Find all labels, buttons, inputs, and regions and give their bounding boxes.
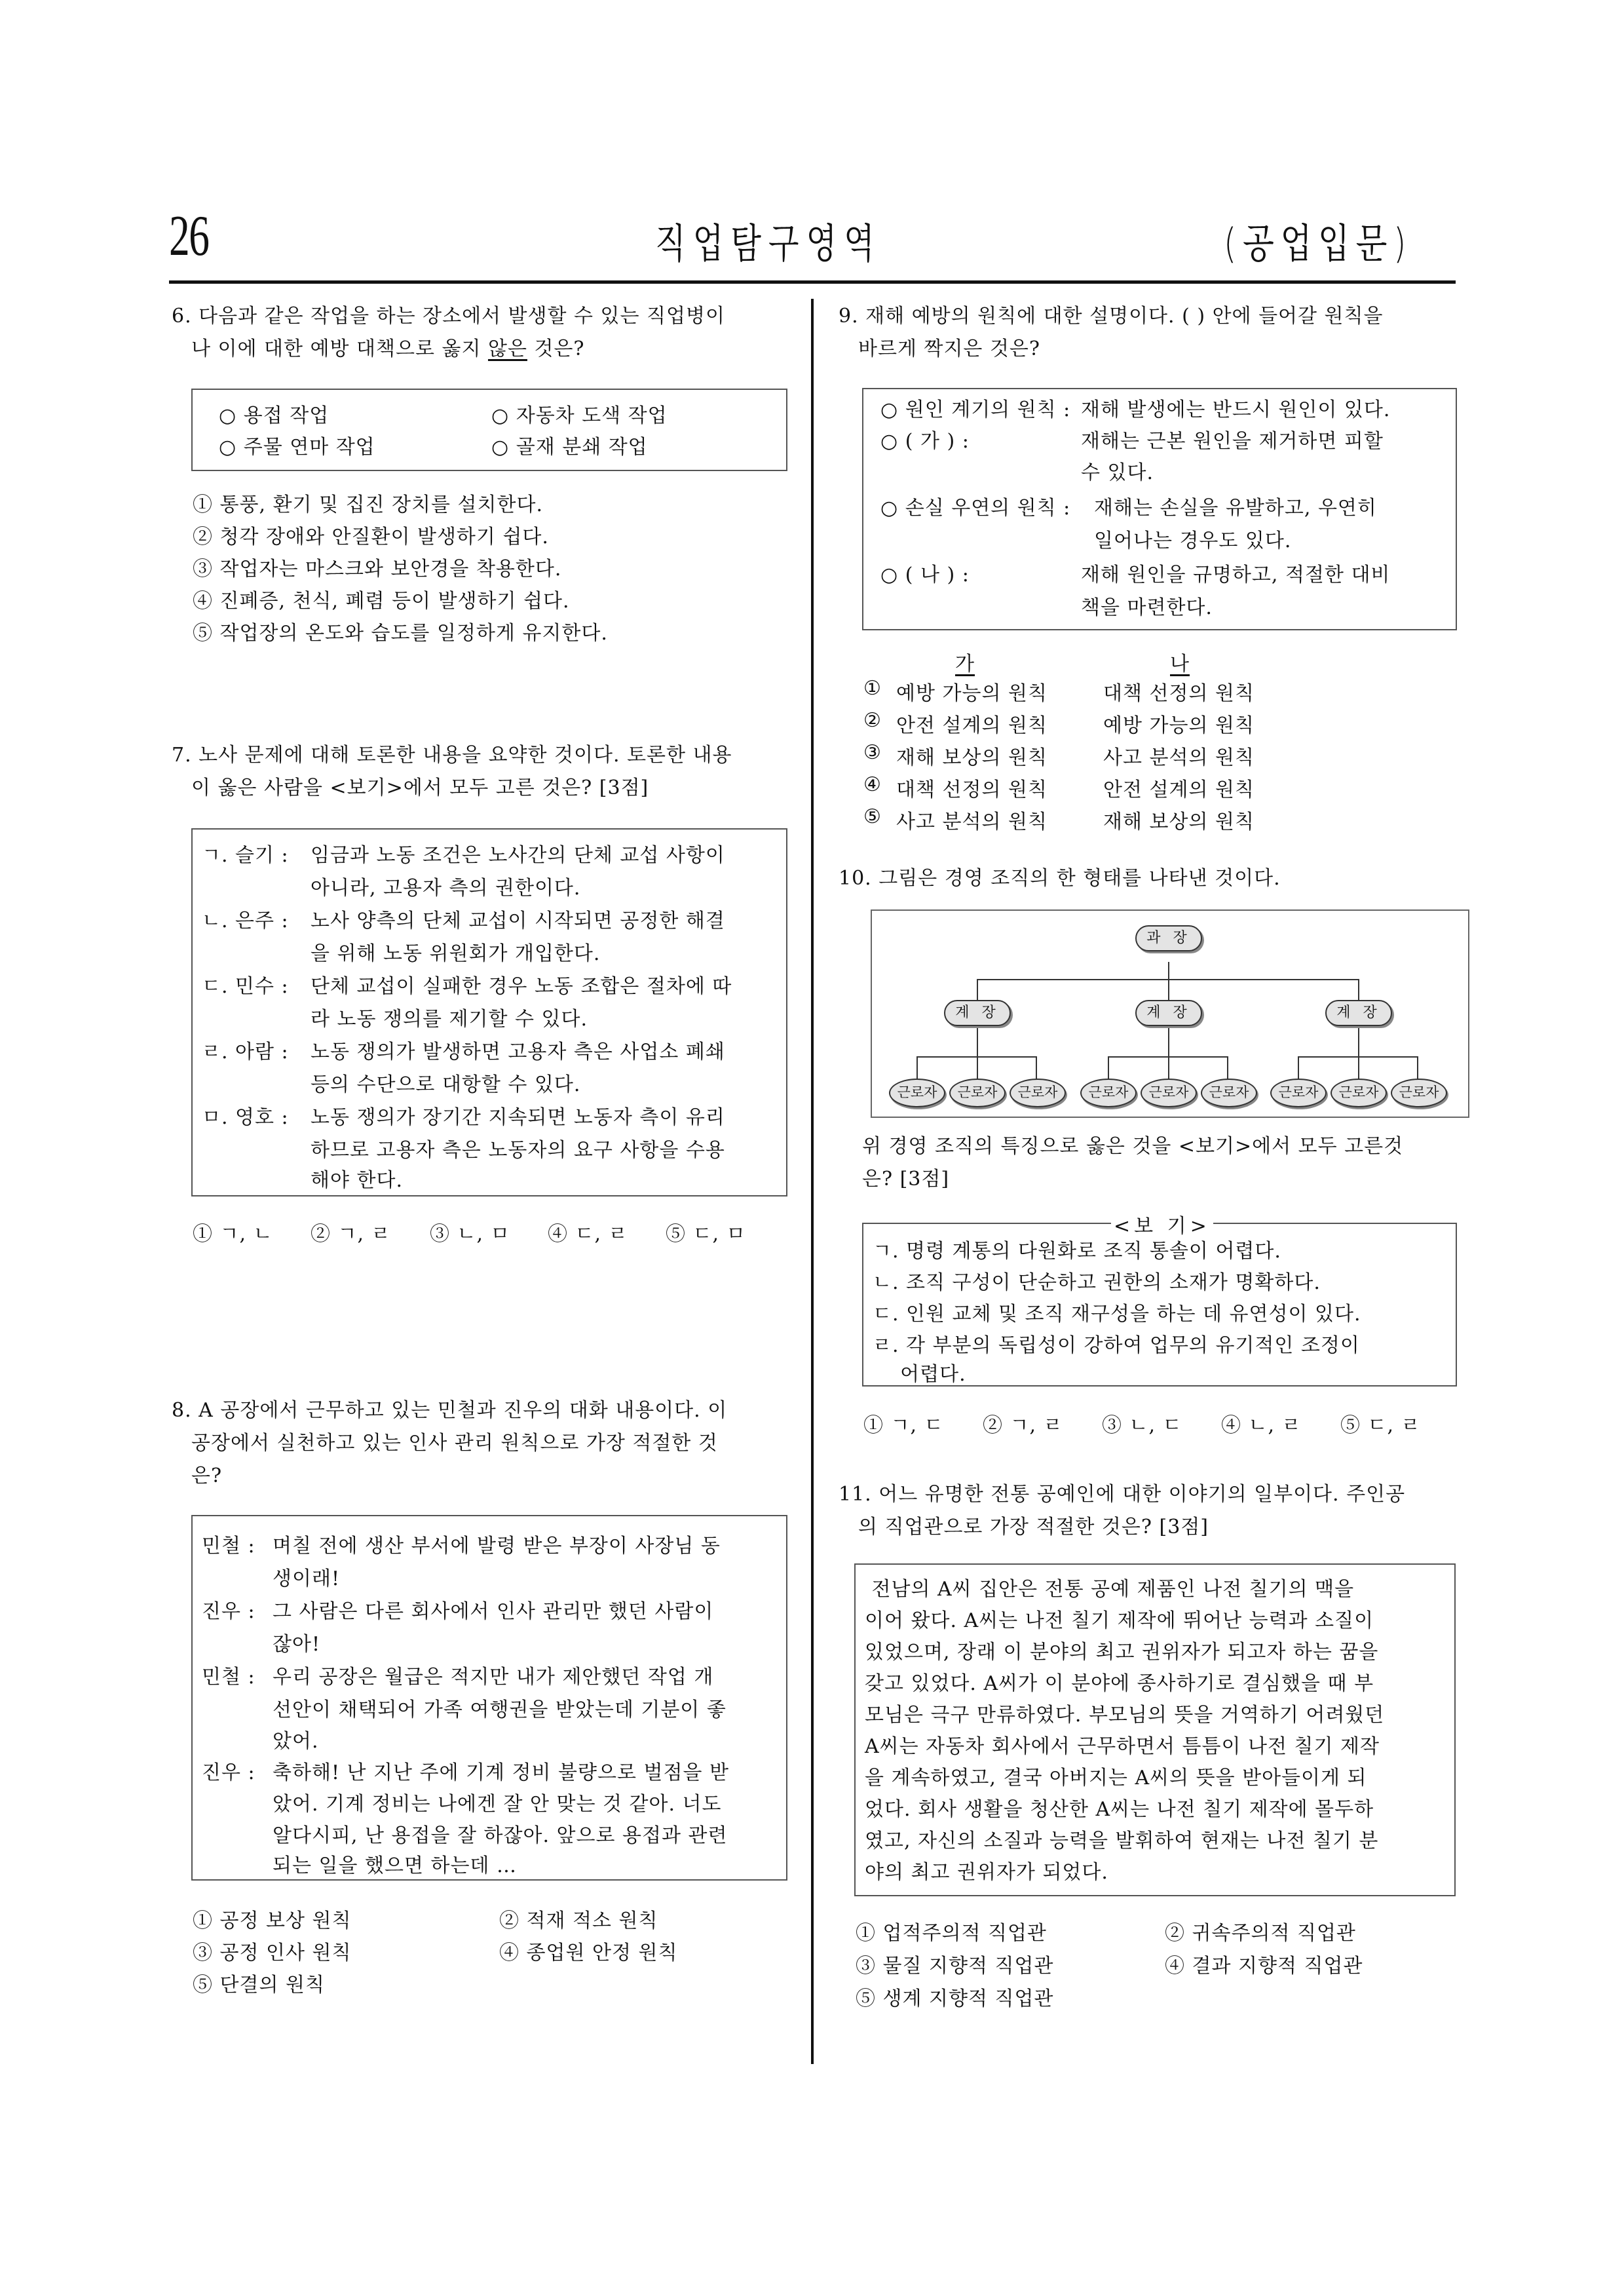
org-node-worker: 근로자 (1201, 1079, 1257, 1107)
q11-story-line: 야의 최고 권위자가 되었다. (865, 1861, 1108, 1884)
q11-story-line: 전남의 A씨 집안은 전통 공예 제품인 나전 칠기의 맥을 (865, 1578, 1355, 1601)
q9-label: ○ 손실 우연의 원칙 : (880, 497, 1071, 520)
q6-emphasis: 않은 (487, 337, 527, 360)
q9-text: 책을 마련한다. (1081, 596, 1213, 619)
org-node-worker: 근로자 (1331, 1079, 1387, 1107)
q9-text: 일어나는 경우도 있다. (1094, 529, 1292, 552)
q10-choice-5[interactable]: ⑤ ㄷ, ㄹ (1340, 1414, 1421, 1437)
q7-text: 아니라, 고용자 측의 권한이다. (311, 877, 581, 900)
column-divider (811, 299, 814, 2064)
org-node-chief-2: 계 장 (1135, 1000, 1202, 1026)
connector (916, 1056, 918, 1081)
q8-choice-5[interactable]: ⑤ 단결의 원칙 (193, 1974, 325, 1997)
q11-story-line: A씨는 자동차 회사에서 근무하면서 틈틈이 나전 칠기 제작 (865, 1735, 1380, 1758)
q8-text: 았어. (273, 1730, 319, 1753)
q8-speaker: 진우 : (202, 1761, 255, 1784)
question-7 (172, 739, 787, 805)
q7-label: ㄴ. 은주 : (202, 909, 289, 932)
q7-discussion-box (191, 828, 787, 1196)
q9-text: 수 있다. (1081, 461, 1154, 484)
q10-bogi-item: ㄴ. 조직 구성이 단순하고 권한의 소재가 명확하다. (873, 1271, 1321, 1294)
org-node-worker: 근로자 (889, 1079, 945, 1107)
q11-choice-1[interactable]: ① 업적주의적 직업관 (856, 1922, 1047, 1945)
q10-choice-4[interactable]: ④ ㄴ, ㄹ (1221, 1414, 1302, 1437)
org-node-worker: 근로자 (1010, 1079, 1066, 1107)
q11-choice-2[interactable]: ② 귀속주의적 직업관 (1165, 1922, 1356, 1945)
q9-stem-line2: 바르게 짝지은 것은? (858, 337, 1040, 360)
q9-label-ga: ○ ( 가 ) : (880, 430, 970, 453)
q11-story-line: 었다. 회사 생활을 청산한 A씨는 나전 칠기 제작에 몰두하 (865, 1798, 1374, 1821)
q11-stem-line2: 의 직업관으로 가장 적절한 것은? [3점] (858, 1516, 1209, 1539)
q6-box-item: ○ 자동차 도색 작업 (491, 404, 668, 427)
org-node-worker: 근로자 (1080, 1079, 1137, 1107)
q9-label: ○ 원인 계기의 원칙 : (880, 398, 1071, 421)
q11-story-line: 이어 왔다. A씨는 나전 칠기 제작에 뛰어난 능력과 소질이 (865, 1609, 1374, 1632)
q7-text: 해야 한다. (311, 1169, 403, 1192)
q6-box-item: ○ 주물 연마 작업 (219, 436, 375, 459)
q10-bogi-box (862, 1223, 1457, 1387)
page-number: 26 (169, 204, 209, 268)
connector (1358, 979, 1359, 1001)
question-11 (839, 1478, 1467, 1544)
q7-stem-line1: 7. 노사 문제에 대해 토론한 내용을 요약한 것이다. 토론한 내용 (172, 744, 732, 767)
q10-bogi-item: 어렵다. (873, 1363, 966, 1386)
q9-col-head-na: 나 (1170, 653, 1190, 676)
section-title: 직업탐구영역 (655, 220, 882, 267)
q7-text: 라 노동 쟁의를 제기할 수 있다. (311, 1008, 588, 1031)
q9-text: 재해 발생에는 반드시 원인이 있다. (1081, 398, 1391, 421)
q11-story-line: 있었으며, 장래 이 분야의 최고 권위자가 되고자 하는 꿈을 (865, 1641, 1379, 1664)
q8-choice-1[interactable]: ① 공정 보상 원칙 (193, 1909, 352, 1932)
q10-choice-2[interactable]: ② ㄱ, ㄹ (983, 1414, 1063, 1437)
q8-text: 잖아! (273, 1633, 321, 1656)
connector (977, 979, 1359, 980)
q11-story-line: 을 계속하였고, 결국 아버지는 A씨의 뜻을 받아들이게 되 (865, 1767, 1367, 1789)
q7-choice-3[interactable]: ③ ㄴ, ㅁ (430, 1223, 510, 1246)
q7-choice-2[interactable]: ② ㄱ, ㄹ (311, 1223, 391, 1246)
q8-choice-4[interactable]: ④ 종업원 안정 원칙 (499, 1942, 678, 1964)
q6-choice-1[interactable]: ① 통풍, 환기 및 집진 장치를 설치한다. (193, 493, 544, 516)
q10-stem: 10. 그림은 경영 조직의 한 형태를 나타낸 것이다. (839, 867, 1281, 890)
question-6 (172, 300, 787, 366)
q6-stem-line2: 나 이에 대한 예방 대책으로 옳지 않은 것은? (191, 337, 585, 360)
q10-bogi-item: ㄹ. 각 부분의 독립성이 강하여 업무의 유기적인 조정이 (873, 1334, 1360, 1357)
q7-text: 노동 쟁의가 발생하면 고용자 측은 사업소 폐쇄 (311, 1041, 725, 1063)
q9-stem-line1: 9. 재해 예방의 원칙에 대한 설명이다. ( ) 안에 들어갈 원칙을 (839, 305, 1384, 328)
org-node-worker: 근로자 (1141, 1079, 1197, 1107)
q7-text: 노사 양측의 단체 교섭이 시작되면 공정한 해결 (311, 909, 725, 932)
q6-choice-5[interactable]: ⑤ 작업장의 온도와 습도를 일정하게 유지한다. (193, 622, 608, 645)
q7-choice-4[interactable]: ④ ㄷ, ㄹ (548, 1223, 628, 1246)
q7-stem-line2: 이 옳은 사람을 <보기>에서 모두 고른 것은? [3점] (191, 776, 649, 799)
org-node-worker: 근로자 (1270, 1079, 1327, 1107)
q8-text: 선안이 채택되어 가족 여행권을 받았는데 기분이 좋 (273, 1698, 727, 1721)
question-9 (839, 300, 1467, 366)
q8-speaker: 민철 : (202, 1666, 255, 1689)
q7-label: ㄷ. 민수 : (202, 975, 289, 998)
q8-speaker: 민철 : (202, 1535, 255, 1558)
q7-text: 을 위해 노동 위원회가 개입한다. (311, 942, 601, 965)
org-node-worker: 근로자 (949, 1079, 1006, 1107)
q10-choice-3[interactable]: ③ ㄴ, ㄷ (1102, 1414, 1182, 1437)
q8-choice-3[interactable]: ③ 공정 인사 원칙 (193, 1942, 352, 1964)
q7-text: 하므로 고용자 측은 노동자의 요구 사항을 수용 (311, 1139, 725, 1162)
org-node-chief-3: 계 장 (1325, 1000, 1392, 1026)
q6-choice-4[interactable]: ④ 진폐증, 천식, 폐렴 등이 발생하기 쉽다. (193, 590, 570, 613)
q7-text: 노동 쟁의가 장기간 지속되면 노동자 측이 유리 (311, 1106, 725, 1129)
connector (1417, 1056, 1418, 1081)
q6-choice-3[interactable]: ③ 작업자는 마스크와 보안경을 착용한다. (193, 558, 562, 581)
org-node-manager: 과 장 (1135, 925, 1202, 951)
q9-text: 재해는 손실을 유발하고, 우연히 (1094, 497, 1377, 520)
q11-choice-5[interactable]: ⑤ 생계 지향적 직업관 (856, 1987, 1054, 2010)
q8-stem-line2: 공장에서 실천하고 있는 인사 관리 원칙으로 가장 적절한 것 (191, 1432, 718, 1455)
q9-text: 재해 원인을 규명하고, 적절한 대비 (1081, 564, 1391, 586)
q11-stem-line1: 11. 어느 유명한 전통 공예인에 대한 이야기의 일부이다. 주인공 (839, 1483, 1406, 1506)
connector (1108, 1056, 1228, 1058)
q10-sub-question: 위 경영 조직의 특징으로 옳은 것을 <보기>에서 모두 고른것 은? [3점] (862, 1135, 1404, 1191)
q11-story-box (854, 1563, 1456, 1896)
q8-text: 며칠 전에 생산 부서에 발령 받은 부장이 사장님 동 (273, 1535, 721, 1558)
q9-col-head-ga: 가 (955, 653, 975, 676)
q6-choice-2[interactable]: ② 청각 장애와 안질환이 발생하기 쉽다. (193, 526, 549, 548)
q8-text: 축하해! 난 지난 주에 기계 정비 불량으로 벌점을 받 (273, 1761, 729, 1784)
connector (1298, 1056, 1299, 1081)
connector (1108, 1056, 1109, 1081)
q7-text: 단체 교섭이 실패한 경우 노동 조합은 절차에 따 (311, 975, 732, 998)
q7-label: ㅁ. 영호 : (202, 1106, 289, 1129)
q10-bogi-title: <보 기> (1111, 1210, 1213, 1238)
q8-dialogue-box (191, 1515, 787, 1881)
q9-label-na: ○ ( 나 ) : (880, 564, 970, 586)
q11-story-line: 갖고 있었다. A씨가 이 분야에 종사하기로 결심했을 때 부 (865, 1672, 1374, 1695)
subject-title: (공업입문) (1224, 220, 1412, 267)
connector (1298, 1056, 1418, 1058)
q8-text: 알다시피, 난 용접을 잘 하잖아. 앞으로 용접과 관련 (273, 1824, 728, 1847)
q10-bogi-item: ㄷ. 인원 교체 및 조직 재구성을 하는 데 유연성이 있다. (873, 1303, 1361, 1326)
q8-stem-line3: 은? (191, 1464, 223, 1487)
header-rule (169, 280, 1456, 284)
q9-principles-box (862, 388, 1457, 630)
connector (916, 1056, 1037, 1058)
q7-label: ㄱ. 슬기 : (202, 844, 289, 867)
q11-choice-4[interactable]: ④ 결과 지향적 직업관 (1165, 1955, 1363, 1978)
q8-text: 우리 공장은 월급은 적지만 내가 제안했던 작업 개 (273, 1666, 714, 1689)
q6-work-box (191, 389, 787, 471)
connector (977, 979, 978, 1001)
q11-choice-3[interactable]: ③ 물질 지향적 직업관 (856, 1955, 1054, 1978)
q9-text: 재해는 근본 원인을 제거하면 피할 (1081, 430, 1384, 453)
question-10 (839, 862, 1467, 895)
connector (1036, 1056, 1037, 1081)
org-node-worker: 근로자 (1391, 1079, 1447, 1107)
q6-stem-line1: 6. 다음과 같은 작업을 하는 장소에서 발생할 수 있는 직업병이 (172, 305, 725, 328)
q8-text: 았어. 기계 정비는 나에겐 잘 안 맞는 것 같아. 너도 (273, 1793, 722, 1816)
q8-text: 생이래! (273, 1567, 340, 1590)
q6-box-item: ○ 용접 작업 (219, 404, 330, 427)
q8-speaker: 진우 : (202, 1600, 255, 1623)
q7-text: 등의 수단으로 대항할 수 있다. (311, 1073, 581, 1096)
connector (1227, 1056, 1228, 1081)
q11-story-line: 였고, 자신의 소질과 능력을 발휘하여 현재는 나전 칠기 분 (865, 1829, 1379, 1852)
question-8 (172, 1394, 787, 1493)
org-node-chief-1: 계 장 (944, 1000, 1011, 1026)
q10-choice-1[interactable]: ① ㄱ, ㄷ (863, 1414, 944, 1437)
q11-story-line: 모님은 극구 만류하였다. 부모님의 뜻을 거역하기 어려웠던 (865, 1704, 1385, 1727)
q8-choice-2[interactable]: ② 적재 적소 원칙 (499, 1909, 658, 1932)
q7-label: ㄹ. 아람 : (202, 1041, 289, 1063)
q8-text: 되는 일을 했으면 하는데 … (273, 1854, 517, 1877)
q6-box-item: ○ 골재 분쇄 작업 (491, 436, 648, 459)
org-chart (871, 909, 1469, 1118)
q7-choice-5[interactable]: ⑤ ㄷ, ㅁ (666, 1223, 746, 1246)
q8-stem-line1: 8. A 공장에서 근무하고 있는 민철과 진우의 대화 내용이다. 이 (172, 1399, 728, 1422)
q10-bogi-item: ㄱ. 명령 계통의 다원화로 조직 통솔이 어렵다. (873, 1240, 1281, 1263)
q8-text: 그 사람은 다른 회사에서 인사 관리만 했던 사람이 (273, 1600, 714, 1623)
q7-text: 임금과 노동 조건은 노사간의 단체 교섭 사항이 (311, 844, 725, 867)
q7-choice-1[interactable]: ① ㄱ, ㄴ (193, 1223, 273, 1246)
